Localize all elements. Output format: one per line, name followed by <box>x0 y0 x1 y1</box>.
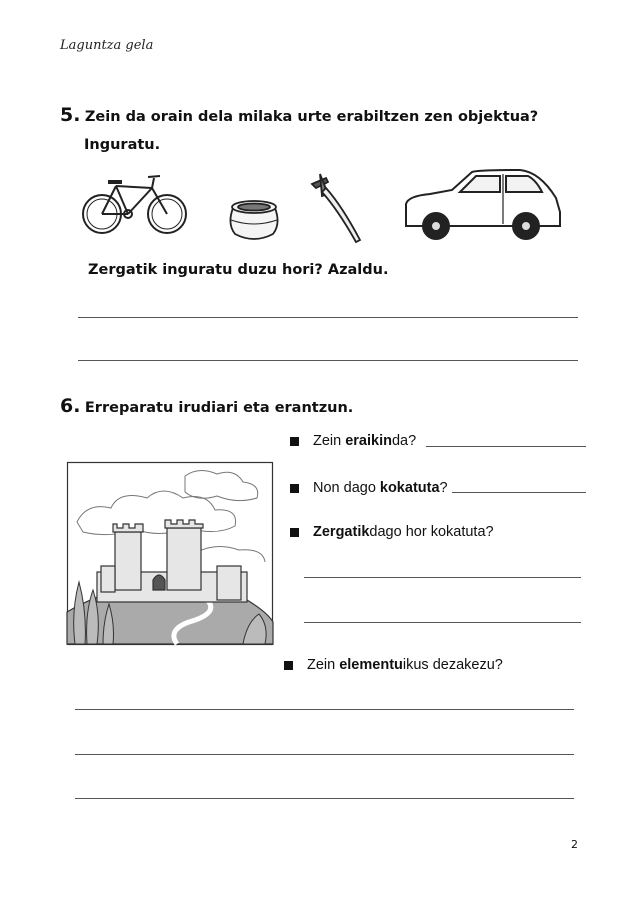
question-6-title <box>60 395 353 417</box>
car-icon[interactable] <box>400 168 565 242</box>
question-5-number: 5. <box>60 104 81 126</box>
question-6-number: 6. <box>60 395 81 417</box>
bullet-bold: Zergatik <box>313 524 370 540</box>
bicycle-icon[interactable] <box>80 168 190 240</box>
bullet-pre: Zein <box>313 433 342 449</box>
answer-line[interactable] <box>75 798 574 799</box>
bullet-item <box>290 433 416 449</box>
answer-line[interactable] <box>304 622 581 623</box>
question-5-follow-up: Zergatik inguratu duzu hori? Azaldu. <box>88 262 389 278</box>
page-number: 2 <box>571 838 578 851</box>
question-5-title <box>60 104 538 126</box>
bullet-bold: eraikin <box>345 433 392 449</box>
bullet-post: ikus dezakezu? <box>402 657 503 673</box>
bullet-square-icon <box>290 528 299 537</box>
question-5-instruction: Inguratu. <box>84 137 161 153</box>
answer-line[interactable] <box>75 754 574 755</box>
bullet-post: ? <box>439 480 448 496</box>
bullet-square-icon <box>284 661 293 670</box>
answer-line[interactable] <box>304 577 581 578</box>
question-5-text: Zein da orain dela milaka urte erabiltzen zen objektua? <box>84 109 539 125</box>
answer-line[interactable] <box>78 360 578 361</box>
bullet-bold: elementu <box>339 657 403 673</box>
answer-line[interactable] <box>75 709 574 710</box>
answer-line[interactable] <box>78 317 578 318</box>
bullet-item <box>284 657 503 673</box>
bullet-pre: Zein <box>307 657 336 673</box>
bullet-pre: Non dago <box>313 480 376 496</box>
answer-line[interactable] <box>426 446 586 447</box>
sword-icon[interactable] <box>308 170 368 244</box>
question-6-text: Erreparatu irudiari eta erantzun. <box>84 400 354 416</box>
clay-pot-icon[interactable] <box>225 196 283 242</box>
bullet-item <box>290 524 494 540</box>
bullet-item <box>290 480 448 496</box>
bullet-square-icon <box>290 437 299 446</box>
bullet-post: dago hor kokatuta? <box>369 524 494 540</box>
castle-on-hill-icon <box>67 462 273 645</box>
bullet-bold: kokatuta <box>379 480 440 496</box>
bullet-square-icon <box>290 484 299 493</box>
answer-line[interactable] <box>452 492 586 493</box>
bullet-post: da? <box>391 433 417 449</box>
page-header: Laguntza gela <box>60 38 154 53</box>
